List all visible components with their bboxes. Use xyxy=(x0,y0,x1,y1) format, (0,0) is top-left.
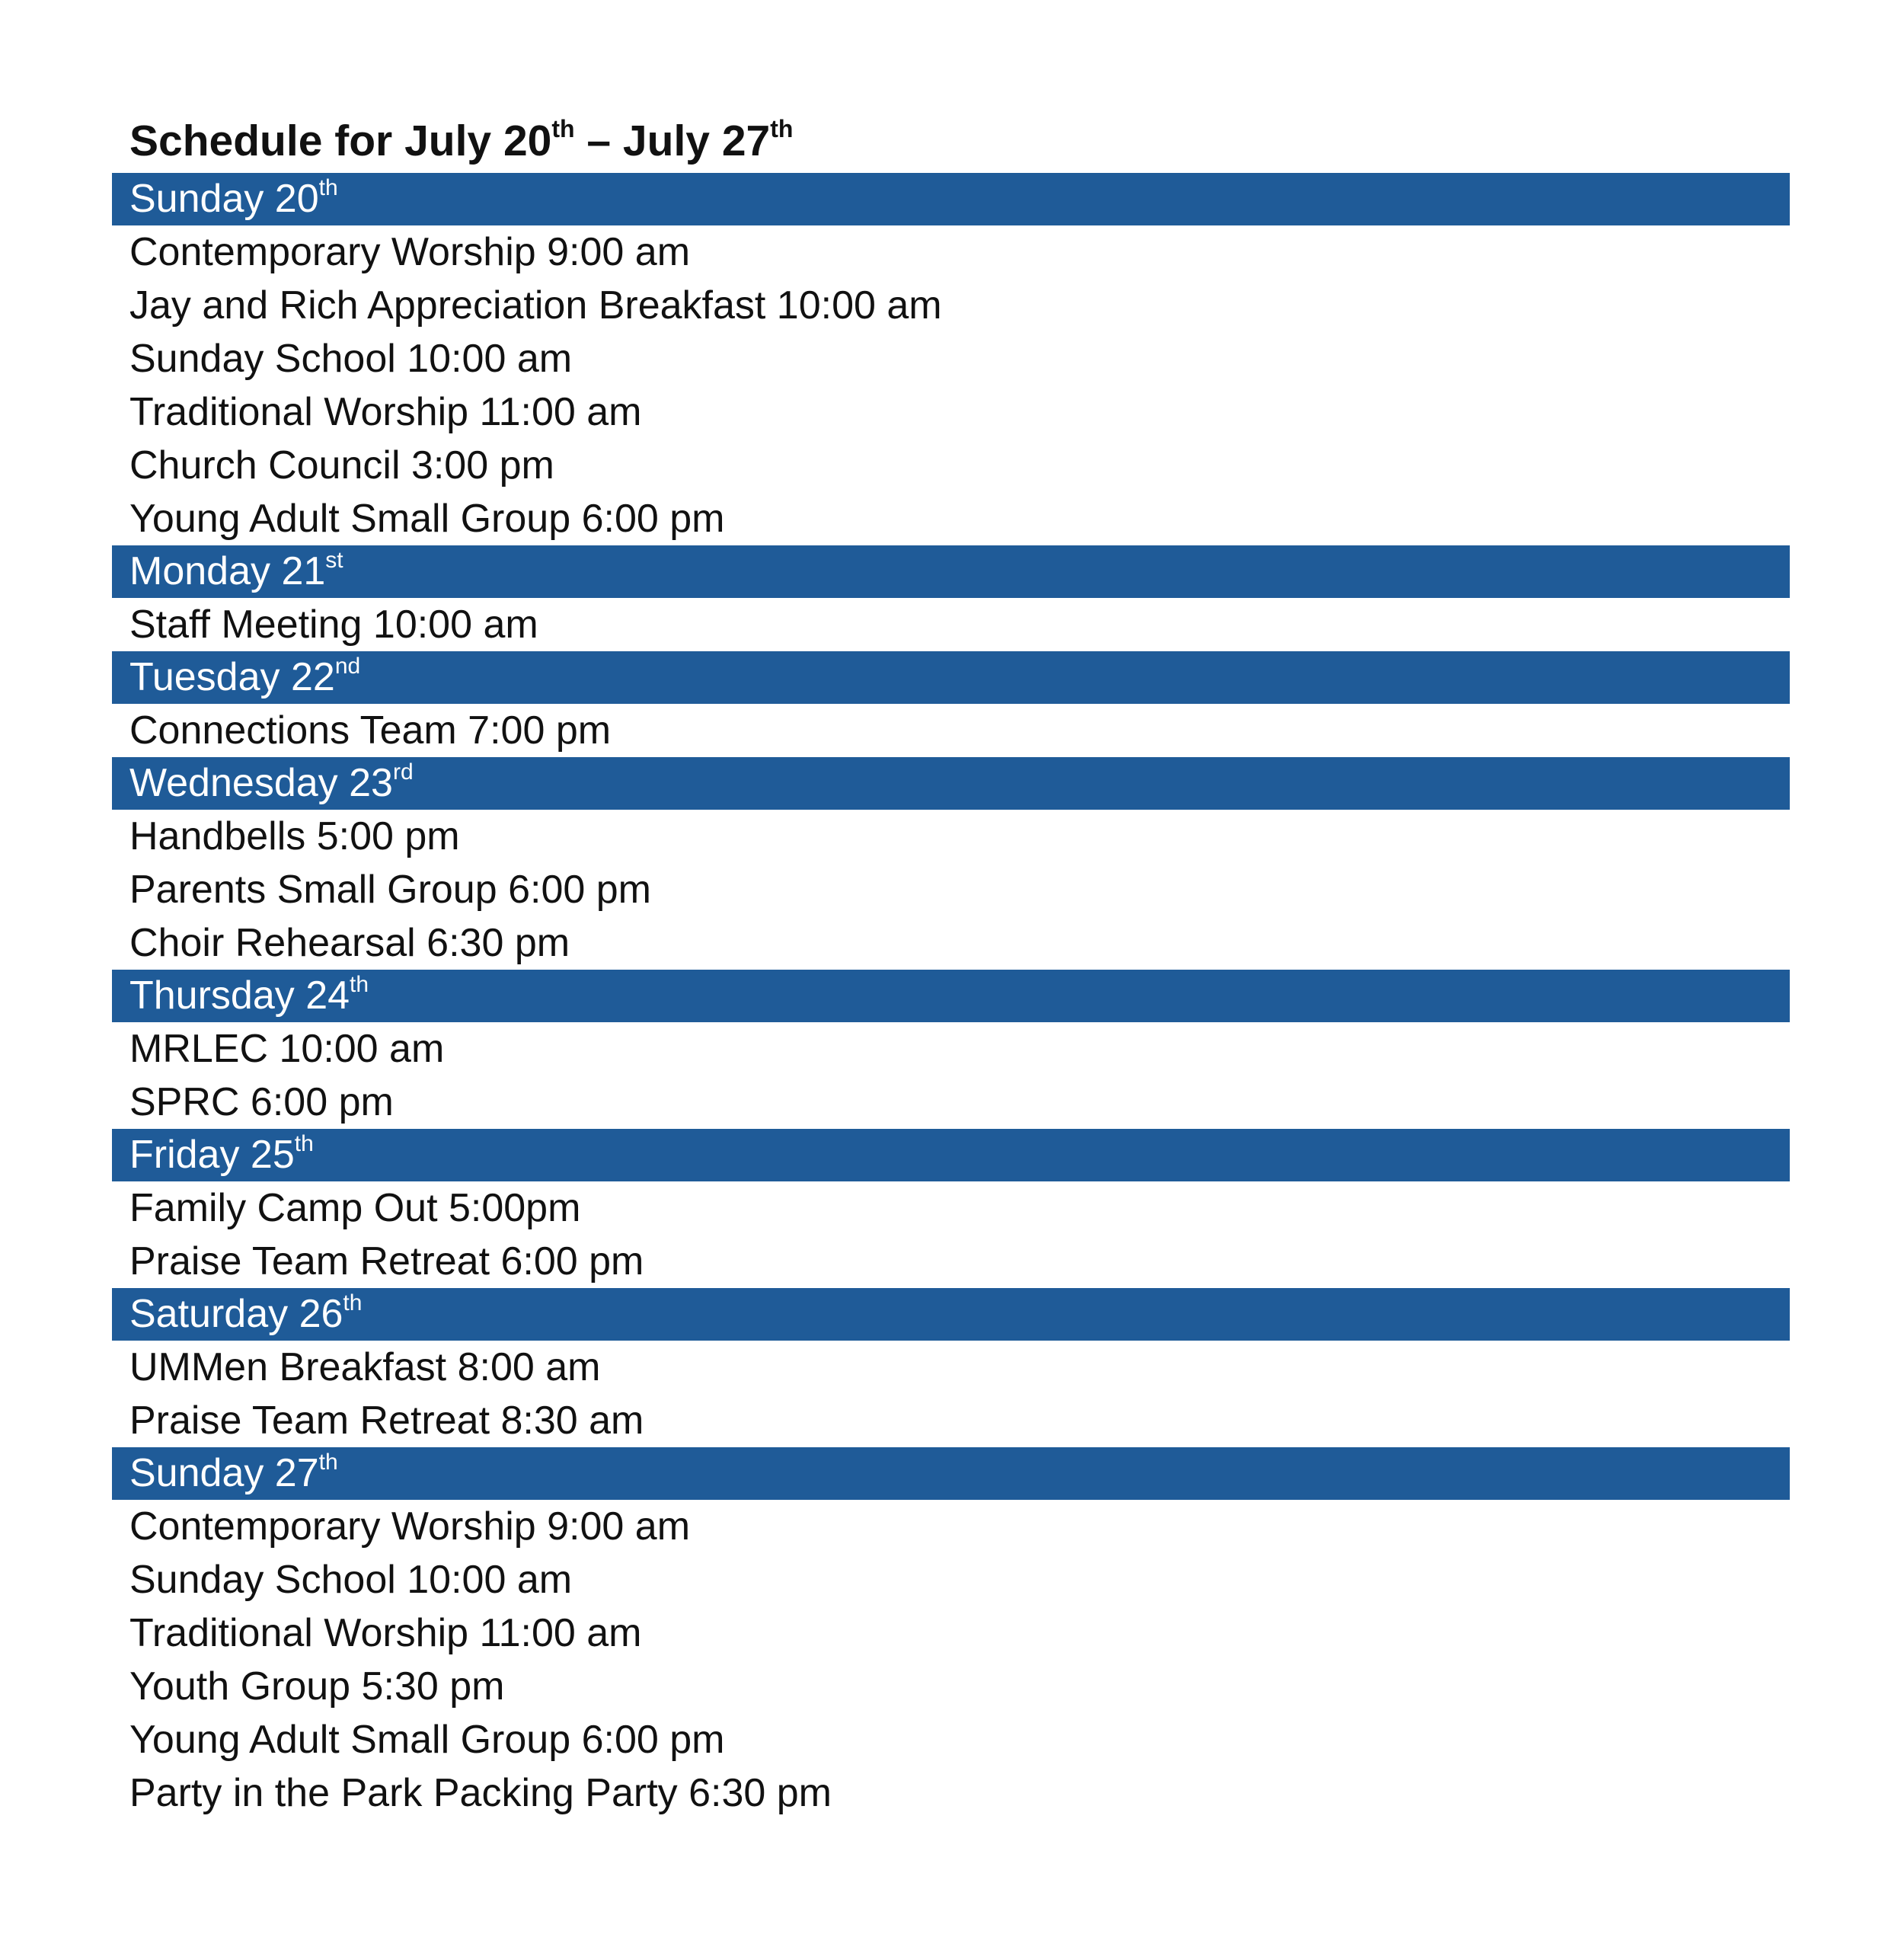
day-label: Wednesday 23 xyxy=(129,761,393,805)
event-item: Jay and Rich Appreciation Breakfast 10:00 am xyxy=(129,283,942,328)
day-label: Thursday 24 xyxy=(129,973,350,1018)
event-item: Contemporary Worship 9:00 am xyxy=(129,1504,691,1549)
event-item: Sunday School 10:00 am xyxy=(129,337,573,381)
event-item: Praise Team Retreat 8:30 am xyxy=(129,1399,644,1443)
day-header xyxy=(112,545,1790,598)
event-item: UMMen Breakfast 8:00 am xyxy=(129,1345,601,1389)
event-item: Choir Rehearsal 6:30 pm xyxy=(129,921,570,965)
day-ordinal-suffix: rd xyxy=(392,759,414,785)
day-ordinal-suffix: th xyxy=(294,1131,314,1156)
title-start: Schedule for July 20 xyxy=(129,117,552,165)
schedule-title xyxy=(129,114,793,168)
day-label: Monday 21 xyxy=(129,549,326,593)
event-item: Handbells 5:00 pm xyxy=(129,814,460,858)
schedule-list xyxy=(112,173,1790,1820)
day-header xyxy=(112,1129,1790,1181)
event-item: Young Adult Small Group 6:00 pm xyxy=(129,497,725,541)
event-item: Party in the Park Packing Party 6:30 pm xyxy=(129,1771,832,1815)
event-item: Sunday School 10:00 am xyxy=(129,1558,573,1602)
event-item: Family Camp Out 5:00pm xyxy=(129,1186,581,1230)
day-ordinal-suffix: nd xyxy=(334,654,361,679)
title-end-ordinal: th xyxy=(770,115,794,142)
event-item: Traditional Worship 11:00 am xyxy=(129,390,642,434)
day-ordinal-suffix: th xyxy=(343,1290,363,1315)
day-label: Friday 25 xyxy=(129,1133,295,1177)
day-label: Sunday 20 xyxy=(129,177,319,221)
event-item: MRLEC 10:00 am xyxy=(129,1027,445,1071)
title-start-ordinal: th xyxy=(551,115,575,142)
day-ordinal-suffix: st xyxy=(325,548,343,573)
day-ordinal-suffix: th xyxy=(318,1450,338,1475)
event-item: Parents Small Group 6:00 pm xyxy=(129,868,651,912)
day-header xyxy=(112,1288,1790,1341)
event-item: Connections Team 7:00 pm xyxy=(129,708,612,753)
event-item: SPRC 6:00 pm xyxy=(129,1080,394,1124)
day-ordinal-suffix: th xyxy=(350,972,369,997)
event-item: Church Council 3:00 pm xyxy=(129,443,554,487)
event-item: Young Adult Small Group 6:00 pm xyxy=(129,1718,725,1762)
event-item: Traditional Worship 11:00 am xyxy=(129,1611,642,1655)
day-header xyxy=(112,757,1790,810)
day-header xyxy=(112,651,1790,704)
day-header xyxy=(112,970,1790,1022)
event-item: Youth Group 5:30 pm xyxy=(129,1664,505,1709)
event-item: Contemporary Worship 9:00 am xyxy=(129,230,691,274)
day-label: Tuesday 22 xyxy=(129,655,335,699)
event-item: Staff Meeting 10:00 am xyxy=(129,603,538,647)
day-header xyxy=(112,1447,1790,1500)
day-ordinal-suffix: th xyxy=(318,175,338,200)
day-header xyxy=(112,173,1790,225)
event-item: Praise Team Retreat 6:00 pm xyxy=(129,1239,644,1283)
day-label: Saturday 26 xyxy=(129,1292,343,1336)
title-end: – July 27 xyxy=(574,117,771,165)
day-label: Sunday 27 xyxy=(129,1451,319,1495)
